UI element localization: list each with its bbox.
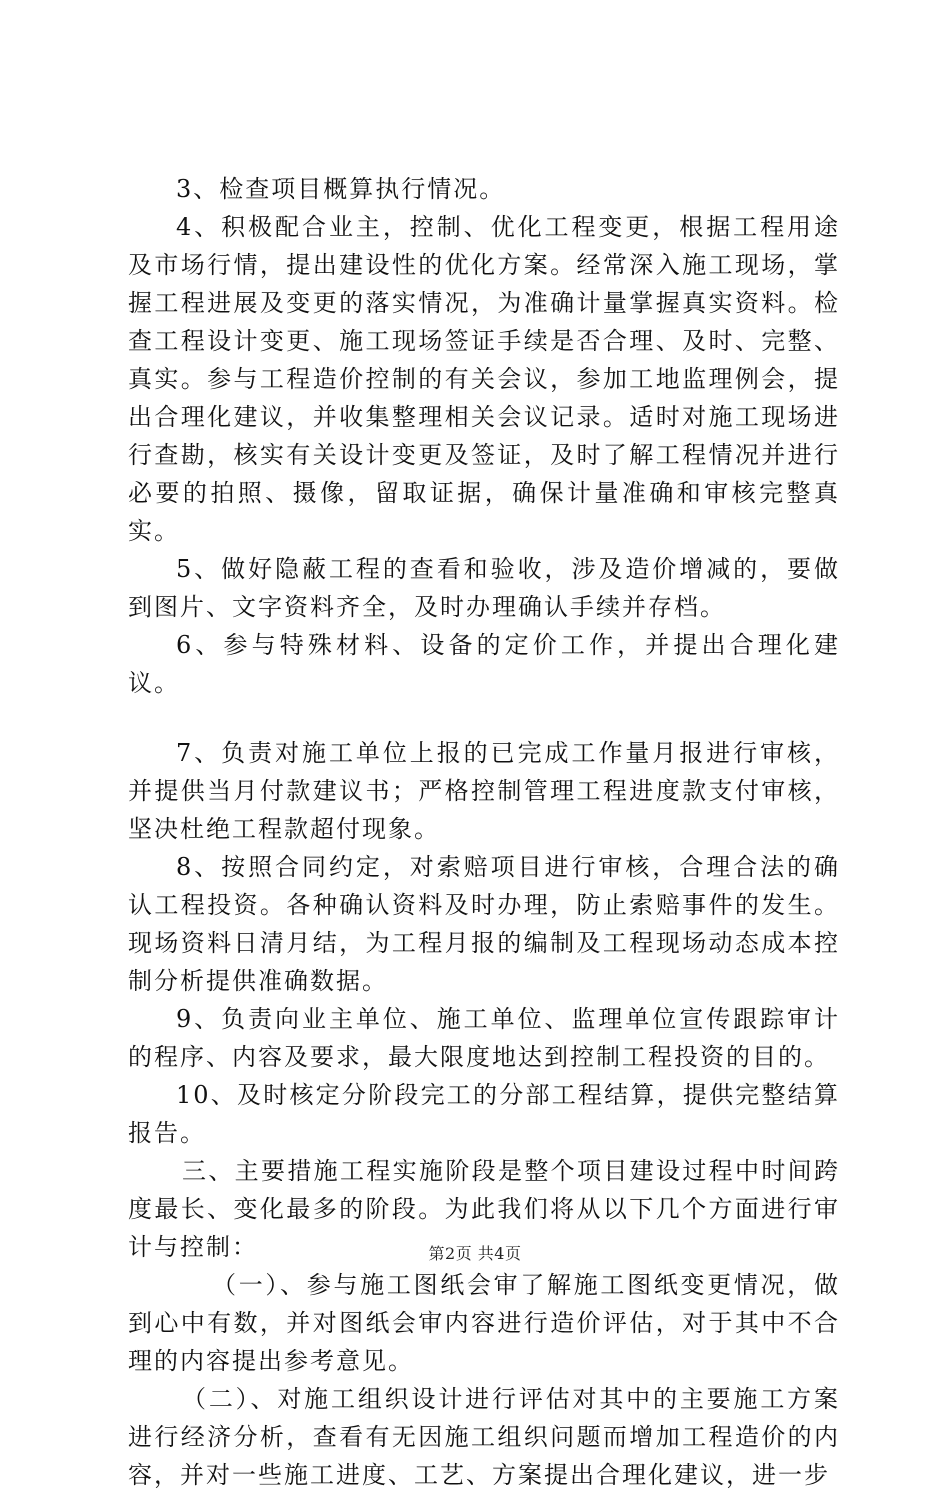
document-body [128,170,840,1494]
paragraph-item-3: 3、检查项目概算执行情况。 [176,175,506,203]
measure-item-1: （一）、参与施工图纸会审了解施工图纸变更情况，做到心中有数，并对图纸会审内容进行造价评估，对于其中不合理的内容提出参考意见。 [128,1271,840,1375]
page-number-footer: 第2页 共4页 [428,1244,522,1263]
paragraph-item-10: 10、及时核定分阶段完工的分部工程结算，提供完整结算报告。 [128,1081,840,1147]
paragraph-item-9: 9、负责向业主单位、施工单位、监理单位宣传跟踪审计的程序、内容及要求，最大限度地达到控制工程投资的目的。 [128,1005,840,1071]
paragraph-item-6: 6、参与特殊材料、设备的定价工作，并提出合理化建议。 [128,631,840,697]
paragraph-item-4: 4、积极配合业主，控制、优化工程变更，根据工程用途及市场行情，提出建设性的优化方案。经常深入施工现场，掌握工程进展及变更的落实情况，为准确计量掌握真实资料。检查工程设计变更、施工现场签证手续是否合理、及时、完整、真实。参与工程造价控制的有关会议，参加工地监理例会，提出合理化建议，并收集整理相关会议记录。适时对施工现场进行查勘，核实有关设计变更及签证，及时了解工程情况并进行必要的拍照、摄像，留取证据，确保计量准确和审核完整真实。 [128,213,840,545]
paragraph-item-8: 8、按照合同约定，对索赔项目进行审核，合理合法的确认工程投资。各种确认资料及时办理，防止索赔事件的发生。现场资料日清月结，为工程月报的编制及工程现场动态成本控制分析提供准确数据。 [128,853,840,995]
paragraph-item-7: 7、负责对施工单位上报的已完成工作量月报进行审核，并提供当月付款建议书；严格控制管理工程进度款支付审核，坚决杜绝工程款超付现象。 [128,739,840,843]
measure-item-2: （二）、对施工组织设计进行评估对其中的主要施工方案进行经济分析，查看有无因施工组织问题而增加工程造价的内容，并对一些施工进度、工艺、方案提出合理化建议，进一步 [128,1385,840,1489]
paragraph-item-5: 5、做好隐蔽工程的查看和验收，涉及造价增减的，要做到图片、文字资料齐全，及时办理确认手续并存档。 [128,555,840,621]
section-three-measures: 三、主要措施工程实施阶段是整个项目建设过程中时间跨度最长、变化最多的阶段。为此我们将从以下几个方面进行审计与控制： [128,1157,840,1261]
